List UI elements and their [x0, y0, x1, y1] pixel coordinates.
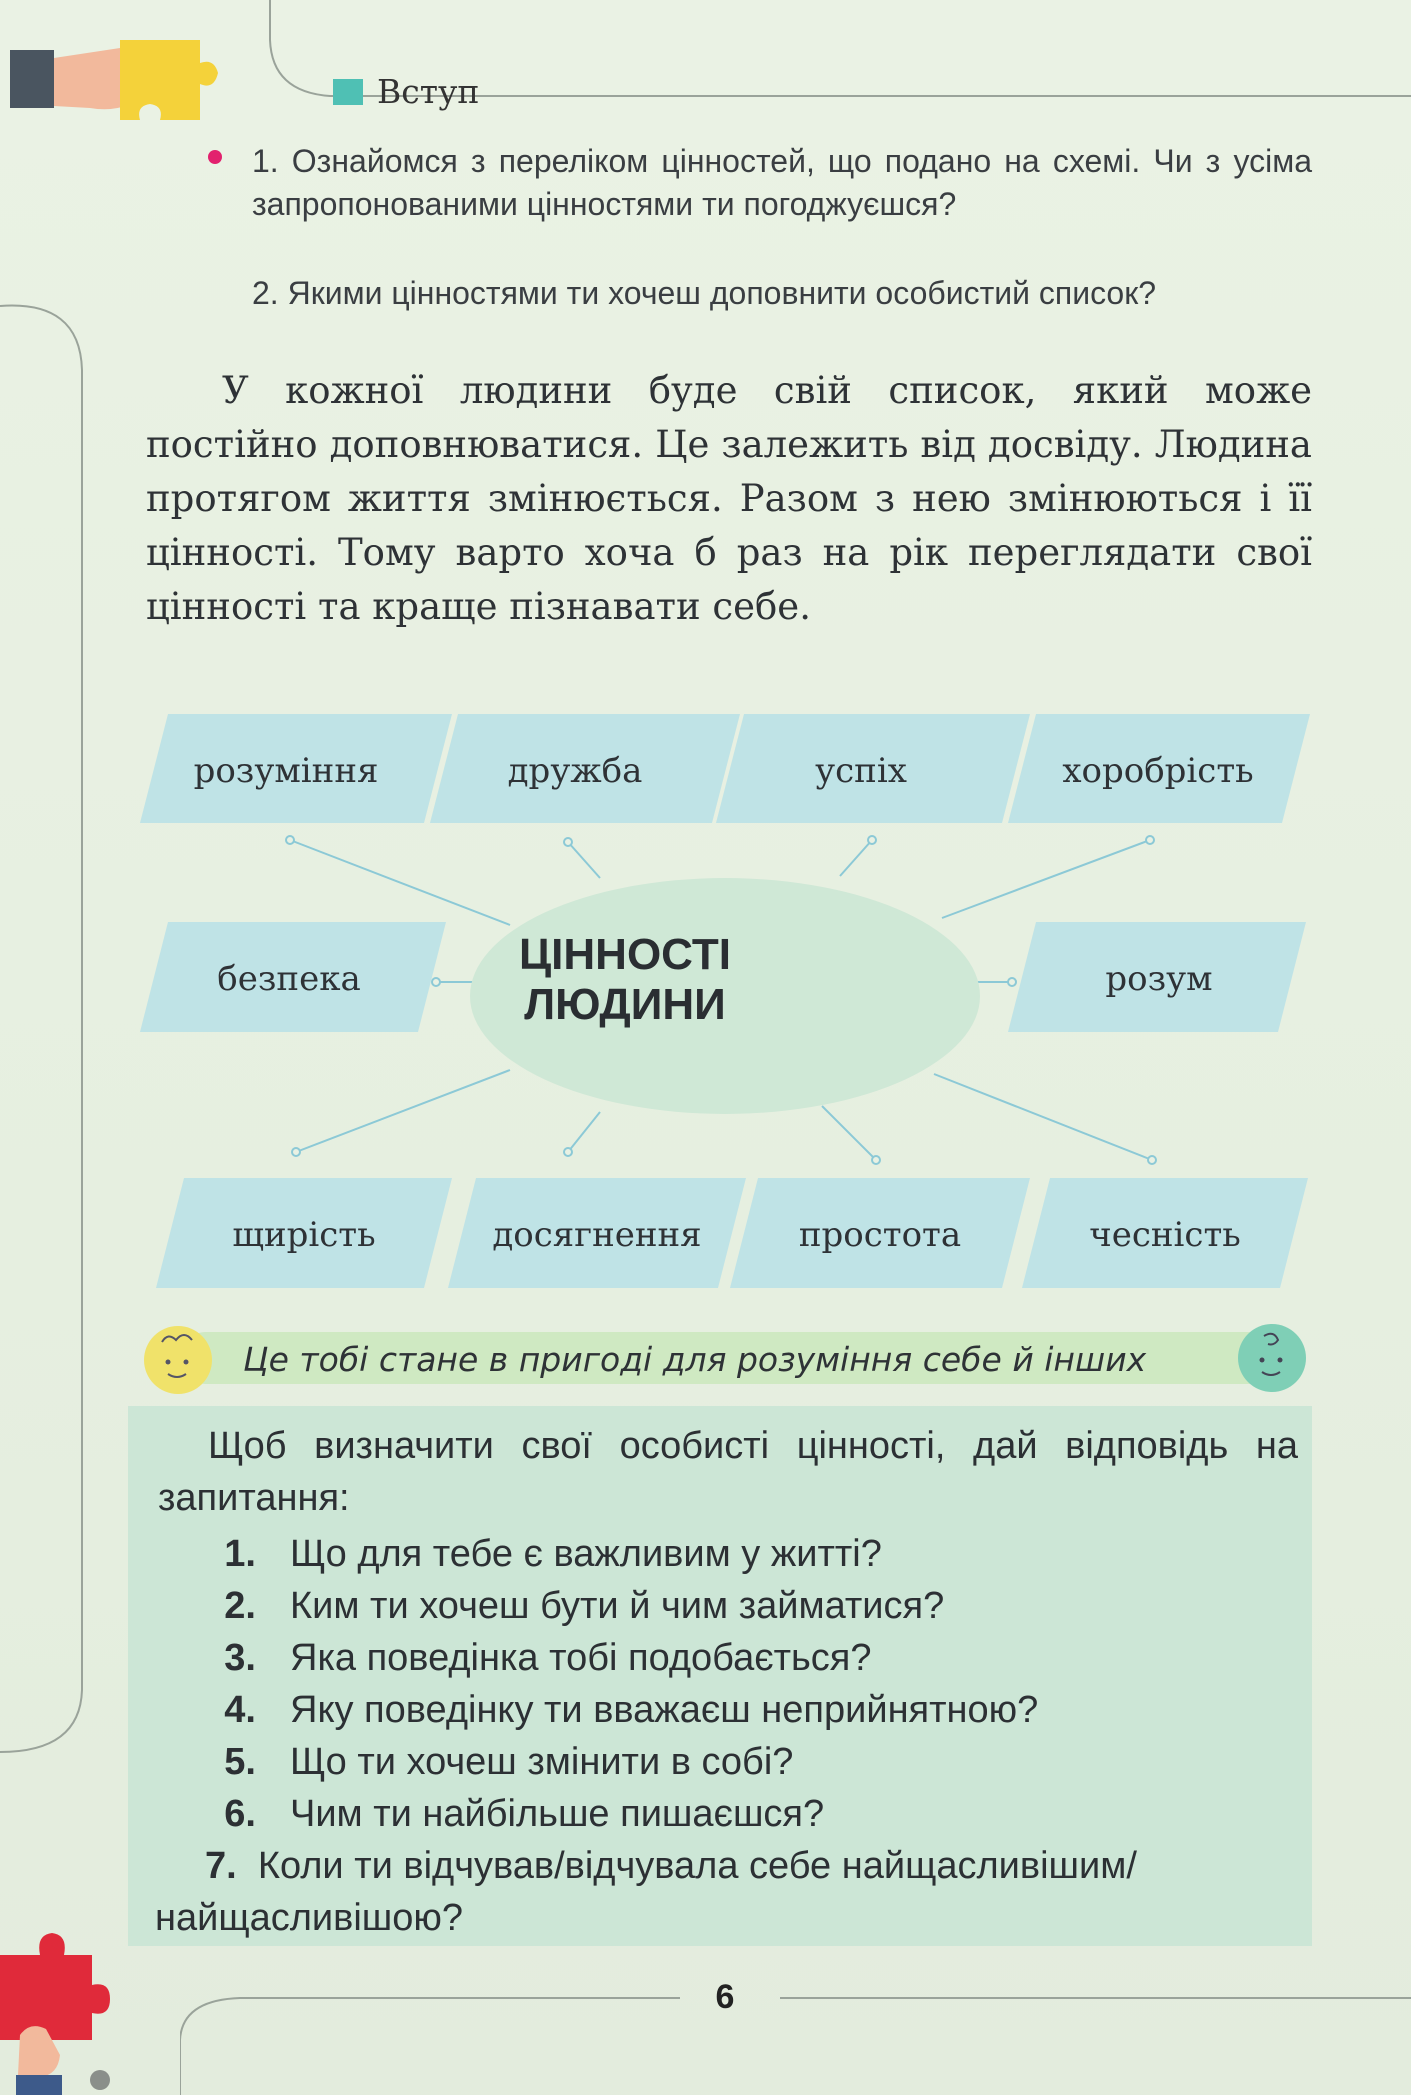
question-text: Чим ти найбільше пишаєшся? [290, 1793, 825, 1835]
value-label-friendship: дружба [507, 750, 643, 791]
connector-7 [296, 1070, 510, 1152]
question-7 [155, 1840, 1295, 1944]
value-label-courage: хоробрість [1062, 750, 1254, 791]
connector-4 [942, 840, 1150, 918]
value-label-sincerity: щирість [232, 1214, 376, 1255]
value-label-mind: розум [1105, 958, 1213, 999]
connector-8 [568, 1112, 600, 1152]
question-number: 2. [224, 1585, 256, 1627]
tip-intro: Щоб визначити свої особисті цінності, дай відповідь на запитання: [158, 1425, 1298, 1519]
task-1: 1. Ознайомся з переліком цінностей, що подано на схемі. Чи з усіма запропонованими цінностями ти погоджуєшся? [252, 143, 1312, 222]
task-2: 2. Якими цінностями ти хочеш доповнити особистий список? [252, 275, 1157, 311]
puzzle-piece-yellow [120, 40, 218, 120]
puzzle-hand-bottom-illustration [0, 1925, 130, 2095]
question-number: 4. [224, 1689, 256, 1731]
sleeve-bottom [16, 2075, 62, 2095]
chapter-title: Вступ [377, 72, 480, 111]
footer-frame-line [180, 1950, 1411, 2095]
sleeve-shape [10, 50, 54, 108]
value-sincerity [156, 1178, 452, 1291]
side-frame-line [0, 300, 90, 1760]
value-courage [1012, 714, 1304, 827]
value-achievement [448, 1178, 746, 1291]
value-label-understanding: розуміння [193, 750, 379, 791]
connector-2 [568, 842, 600, 878]
chapter-marker-icon [333, 79, 363, 105]
question-number: 5. [224, 1741, 256, 1783]
tip-title: Це тобі стане в пригоді для розуміння себе й інших [243, 1340, 1147, 1379]
yellow-face-icon [144, 1326, 212, 1394]
main-paragraph: У кожної людини буде свій список, який може постійно доповнюватися. Це залежить від досвіду. Людина протягом життя змінюється. Разом з нею змінюються і її цінності. Тому варто хоча б раз на рік переглядати свої цінності та краще пізнавати себе. [146, 369, 1312, 628]
puzzle-piece-red [0, 1933, 110, 2040]
question-text: Що для тебе є важливим у житті? [290, 1533, 882, 1575]
question-text: Яку поведінку ти вважаєш неприйнятною? [290, 1689, 1039, 1731]
question-text: Ким ти хочеш бути й чим займатися? [290, 1585, 945, 1627]
value-label-success: успіх [815, 750, 907, 791]
toy-shape [90, 2070, 110, 2090]
question-number: 1. [224, 1533, 256, 1575]
page-number: 6 [715, 1978, 735, 2016]
value-safety [142, 922, 436, 1035]
question-text: Коли ти відчував/відчувала себе найщасливішим/найщасливішою? [155, 1845, 1137, 1939]
connector-3 [840, 840, 872, 876]
value-success [720, 714, 1002, 827]
value-label-honesty: чесність [1089, 1214, 1241, 1255]
chapter-heading [333, 72, 479, 111]
question-text: Що ти хочеш змінити в собі? [290, 1741, 794, 1783]
task-bullet-icon [208, 150, 222, 164]
question-number: 7. [205, 1845, 237, 1887]
value-honesty [1022, 1178, 1308, 1291]
connector-10 [934, 1074, 1152, 1160]
question-number: 3. [224, 1637, 256, 1679]
value-understanding [144, 714, 428, 827]
question-text: Яка поведінка тобі подобається? [290, 1637, 872, 1679]
value-friendship [434, 714, 716, 827]
value-label-achievement: досягнення [492, 1214, 702, 1255]
center-line-2: ЛЮДИНИ [524, 980, 726, 1029]
connector-9 [822, 1106, 876, 1160]
value-simplicity [730, 1178, 1030, 1291]
value-label-safety: безпека [217, 958, 361, 999]
value-mind [1012, 922, 1306, 1035]
connector-1 [290, 840, 510, 925]
diagram-center-label [475, 930, 775, 1030]
question-number: 6. [224, 1793, 256, 1835]
value-label-simplicity: простота [798, 1214, 962, 1255]
puzzle-hand-illustration [0, 28, 250, 128]
center-line-1: ЦІННОСТІ [519, 930, 731, 979]
